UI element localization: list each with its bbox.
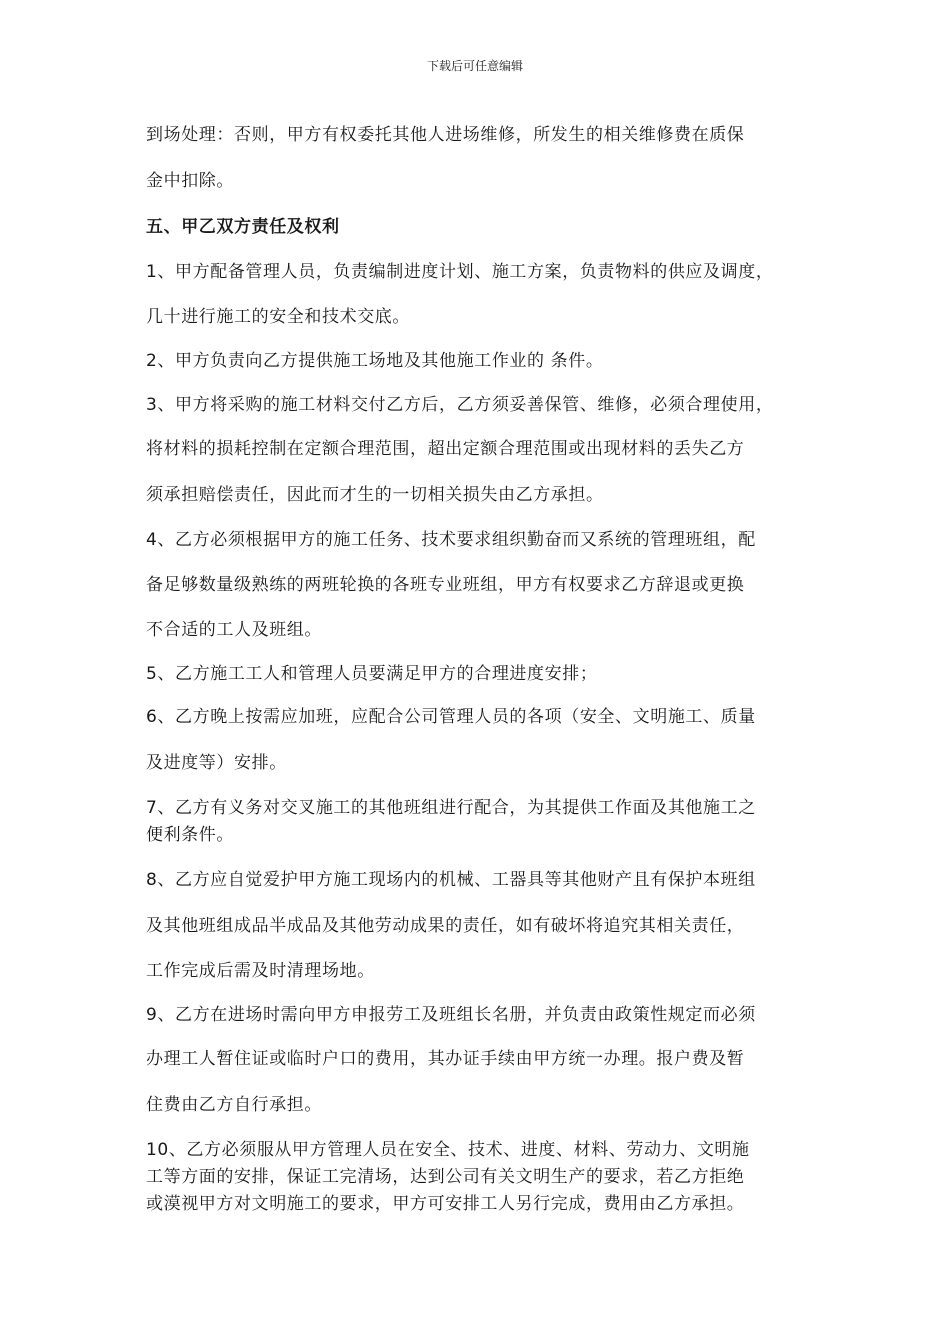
paragraph-line: 便利条件。	[146, 825, 234, 845]
paragraph-line: 工作完成后需及时清理场地。	[146, 961, 375, 981]
paragraph-line: 及进度等）安排。	[146, 753, 287, 773]
section-heading: 五、甲乙双方责任及权利	[146, 217, 340, 237]
paragraph-line: 将材料的损耗控制在定额合理范围，超出定额合理范围或出现材料的丢失乙方	[146, 439, 745, 459]
paragraph-line: 及其他班组成品半成品及其他劳动成果的责任，如有破坏将追究其相关责任，	[146, 916, 745, 936]
paragraph-line: 几十进行施工的安全和技术交底。	[146, 307, 410, 327]
paragraph-line: 2、甲方负责向乙方提供施工场地及其他施工作业的 条件。	[146, 351, 604, 371]
paragraph-line: 工等方面的安排，保证工完清场，达到公司有关文明生产的要求，若乙方拒绝	[146, 1167, 745, 1187]
paragraph-line: 金中扣除。	[146, 171, 234, 191]
paragraph-line: 9、乙方在进场时需向甲方申报劳工及班组长名册，并负责由政策性规定而必须	[146, 1005, 756, 1025]
paragraph-line: 住费由乙方自行承担。	[146, 1095, 322, 1115]
paragraph-line: 办理工人暂住证或临时户口的费用，其办证手续由甲方统一办理。报户费及暂	[146, 1049, 745, 1069]
paragraph-line: 8、乙方应自觉爱护甲方施工现场内的机械、工器具等其他财产且有保护本班组	[146, 870, 756, 890]
paragraph-line: 3、甲方将采购的施工材料交付乙方后，乙方须妥善保管、维修，必须合理使用，	[146, 395, 774, 415]
paragraph-line: 4、乙方必须根据甲方的施工任务、技术要求组织勤奋而又系统的管理班组，配	[146, 530, 756, 550]
paragraph-line: 不合适的工人及班组。	[146, 620, 322, 640]
paragraph-line: 须承担赔偿责任，因此而才生的一切相关损失由乙方承担。	[146, 485, 604, 505]
paragraph-line: 备足够数量级熟练的两班轮换的各班专业班组，甲方有权要求乙方辞退或更换	[146, 575, 745, 595]
paragraph-line: 5、乙方施工工人和管理人员要满足甲方的合理进度安排；	[146, 664, 598, 684]
paragraph-line: 或漠视甲方对文明施工的要求，甲方可安排工人另行完成，费用由乙方承担。	[146, 1194, 745, 1214]
paragraph-line: 10、乙方必须服从甲方管理人员在安全、技术、进度、材料、劳动力、文明施	[146, 1140, 750, 1160]
paragraph-line: 1、甲方配备管理人员，负责编制进度计划、施工方案，负责物料的供应及调度，	[146, 262, 774, 282]
paragraph-line: 6、乙方晚上按需应加班，应配合公司管理人员的各项（安全、文明施工、质量	[146, 707, 756, 727]
paragraph-line: 到场处理：否则，甲方有权委托其他人进场维修，所发生的相关维修费在质保	[146, 125, 745, 145]
page-header: 下载后可任意编辑	[426, 59, 523, 73]
paragraph-line: 7、乙方有义务对交叉施工的其他班组进行配合，为其提供工作面及其他施工之	[146, 798, 756, 818]
